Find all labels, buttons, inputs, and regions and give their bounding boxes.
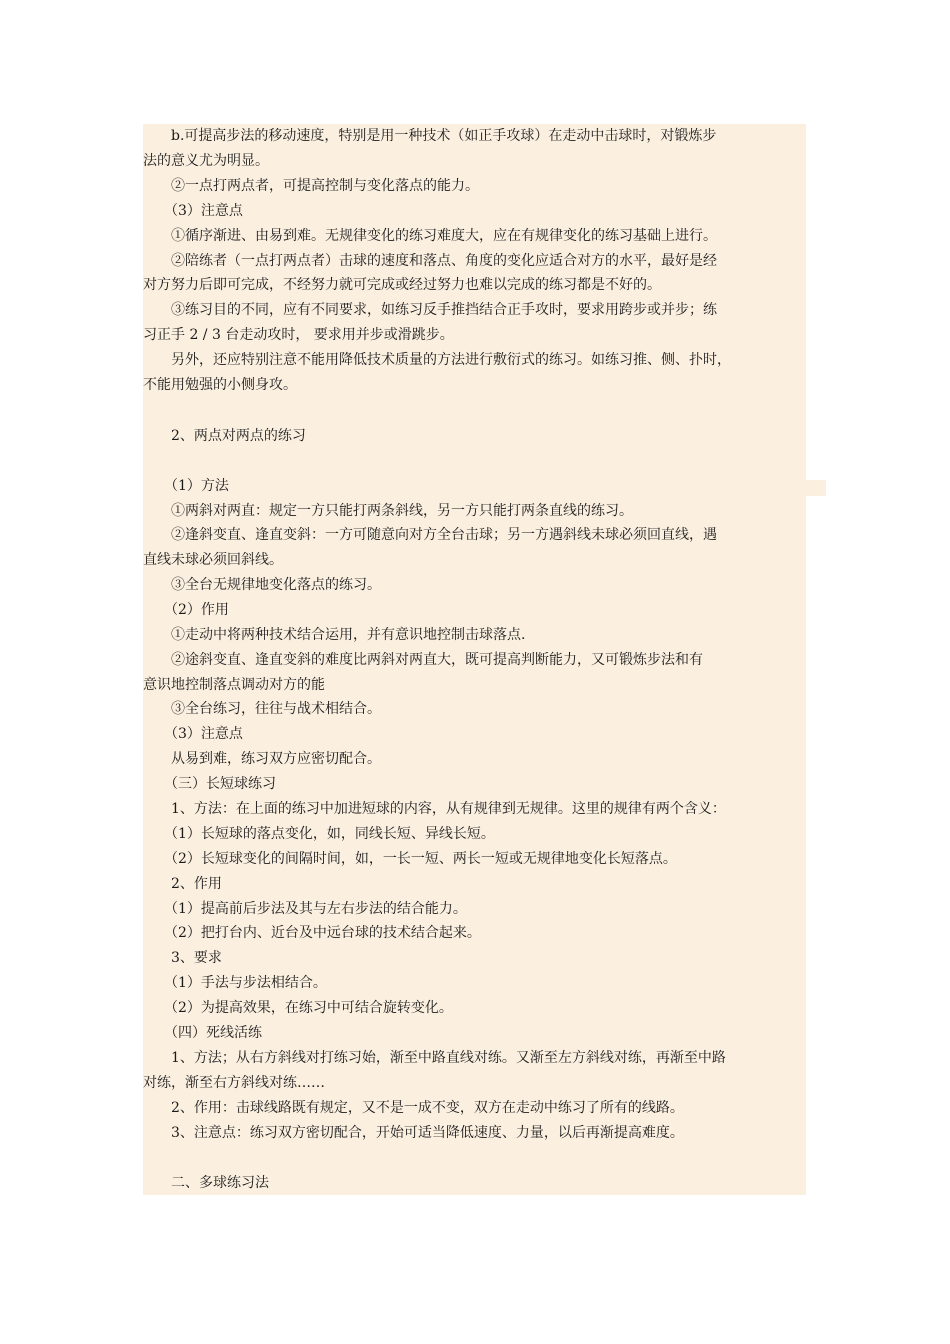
text-line: （2）作用 [143,602,229,618]
text-line: 1、方法；从右方斜线对打练习始，渐至中路直线对练。又渐至左方斜线对练，再渐至中路 [143,1050,726,1066]
text-line: 对练，渐至右方斜线对练…… [143,1075,325,1091]
text-line: ③全台练习，往往与战术相结合。 [143,701,381,717]
text-line: （1）提高前后步法及其与左右步法的结合能力。 [143,901,467,917]
section-heading: 二、多球练习法 [143,1175,269,1191]
highlight-tail [806,480,826,496]
text-line: ②一点打两点者，可提高控制与变化落点的能力。 [143,178,479,194]
text-line: （1）长短球的落点变化，如，同线长短、异线长短。 [143,826,495,842]
text-line: 从易到难，练习双方应密切配合。 [143,751,381,767]
text-line: 对方努力后即可完成，不经努力就可完成或经过努力也难以完成的练习都是不好的。 [143,277,661,293]
section-heading: 2、两点对两点的练习 [143,428,306,444]
text-line: （1）方法 [143,478,229,494]
text-line: ①循序渐进、由易到难。无规律变化的练习难度大，应在有规律变化的练习基础上进行。 [143,228,717,244]
text-line: ②陪练者（一点打两点者）击球的速度和落点、角度的变化应适合对方的水平，最好是经 [143,253,717,269]
text-line: （2）把打台内、近台及中远台球的技术结合起来。 [143,925,481,941]
text-line: （2）为提高效果，在练习中可结合旋转变化。 [143,1000,453,1016]
text-line: （四）死线活练 [143,1025,262,1041]
text-line: 意识地控制落点调动对方的能 [143,677,325,693]
text-line: 1、方法：在上面的练习中加进短球的内容，从有规律到无规律。这里的规律有两个含义： [143,801,726,817]
text-line: （3）注意点 [143,203,243,219]
text-line: ①走动中将两种技术结合运用，并有意识地控制击球落点. [143,627,526,643]
text-line: （1）手法与步法相结合。 [143,975,327,991]
text-line: 不能用勉强的小侧身攻。 [143,377,297,393]
text-line: ②途斜变直、逢直变斜的难度比两斜对两直大，既可提高判断能力，又可锻炼步法和有 [143,652,703,668]
text-line: 2、作用：击球线路既有规定，又不是一成不变，双方在走动中练习了所有的线路。 [143,1100,684,1116]
text-line: 3、要求 [143,950,222,966]
text-line: （三）长短球练习 [143,776,276,792]
text-line: ③全台无规律地变化落点的练习。 [143,577,381,593]
text-line: ②逢斜变直、逢直变斜：一方可随意向对方全台击球；另一方遇斜线未球必须回直线，遇 [143,527,717,543]
text-line: 另外，还应特别注意不能用降低技术质量的方法进行敷衍式的练习。如练习推、侧、扑时， [143,352,731,368]
text-line: （3）注意点 [143,726,243,742]
text-line: 2、作用 [143,876,222,892]
text-line: 法的意义尤为明显。 [143,153,269,169]
text-line: 直线未球必须回斜线。 [143,552,283,568]
text-line: 3、注意点：练习双方密切配合，开始可适当降低速度、力量，以后再渐提高难度。 [143,1125,684,1141]
text-line: b.可提高步法的移动速度，特别是用一种技术（如正手攻球）在走动中击球时，对锻炼步 [143,128,717,144]
document-page [143,124,806,1195]
text-line: ①两斜对两直：规定一方只能打两条斜线，另一方只能打两条直线的练习。 [143,503,633,519]
text-line: （2）长短球变化的间隔时间，如，一长一短、两长一短或无规律地变化长短落点。 [143,851,677,867]
text-line: 习正手 2 / 3 台走动攻时， 要求用并步或滑跳步。 [143,327,454,343]
text-line: ③练习目的不同，应有不同要求，如练习反手推挡结合正手攻时，要求用跨步或并步；练 [143,302,717,318]
